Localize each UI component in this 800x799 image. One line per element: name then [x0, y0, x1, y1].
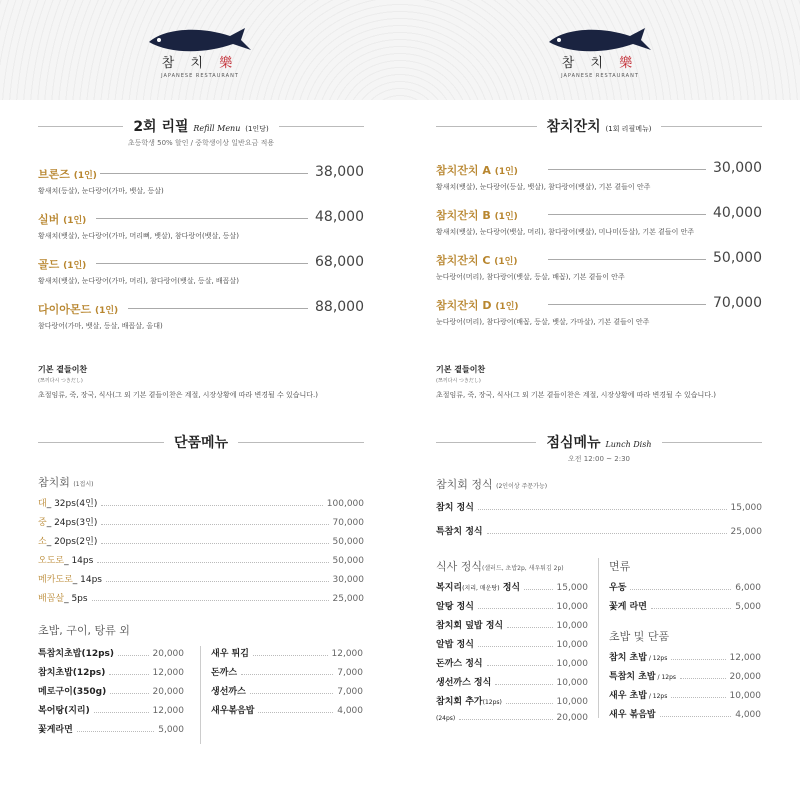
- row-spec: _ 14ps: [64, 556, 94, 566]
- row-name: [38, 703, 90, 716]
- row-name: [609, 650, 667, 663]
- row-name: [609, 580, 626, 593]
- row-name: [38, 646, 114, 659]
- row-name-text: 대: [38, 499, 47, 509]
- row-dots: [478, 646, 553, 647]
- row-name: [609, 599, 647, 612]
- row-dots: [671, 697, 725, 698]
- item-name: [436, 162, 518, 178]
- menu-row: [436, 599, 588, 618]
- row-price: 10,000: [556, 640, 588, 650]
- menu-row: [211, 703, 363, 722]
- row-spec: _ 14ps: [72, 575, 102, 585]
- row-price: 12,000: [152, 706, 184, 716]
- single-heading: 단품메뉴: [38, 432, 364, 450]
- course-section: [436, 116, 762, 334]
- menu-row: [38, 534, 364, 553]
- meal-list: [436, 580, 588, 732]
- item-rule: [548, 214, 706, 215]
- row-dots: [478, 509, 727, 510]
- row-price: 7,000: [337, 687, 363, 697]
- row-note: / 12ps: [646, 655, 668, 662]
- row-dots: [109, 674, 148, 675]
- row-price: 15,000: [556, 583, 588, 593]
- row-note: (지리, 매운탕): [462, 585, 500, 592]
- row-name: [38, 684, 106, 697]
- lunch-section: [436, 432, 762, 732]
- row-name-text: 돈까스: [211, 668, 238, 678]
- item-name-text: 참치잔치 A: [436, 164, 491, 177]
- row-dots: [106, 581, 329, 582]
- row-name-text: 참치초밥(12ps): [38, 668, 106, 678]
- row-price: 30,000: [332, 575, 364, 585]
- row-name: [609, 669, 676, 682]
- row-name-text: 새우 초밥: [609, 691, 647, 701]
- item-price: 48,000: [315, 209, 364, 225]
- item-price: 88,000: [315, 299, 364, 315]
- row-name-text: 참치회 덮밥 정식: [436, 621, 504, 631]
- row-name-text: 우동: [609, 583, 627, 593]
- etc-left-list: [38, 646, 190, 744]
- item-rule: [548, 259, 706, 260]
- row-name-text: 특참치 초밥: [609, 672, 656, 682]
- row-dots: [94, 712, 149, 713]
- item-name-text: 실버: [38, 213, 60, 226]
- item-unit: (1인): [94, 306, 119, 316]
- etc-heading: 초밥, 구이, 탕류 외: [38, 624, 130, 637]
- row-dots: [101, 524, 328, 525]
- menu-row: [609, 688, 761, 707]
- row-name: [436, 713, 455, 723]
- row-name-text: 특참치 정식: [436, 527, 483, 537]
- item-rule: [96, 263, 308, 264]
- row-name: [609, 688, 667, 701]
- row-name: [38, 591, 88, 604]
- menu-row: [436, 656, 588, 675]
- item-name: [436, 297, 519, 313]
- row-dots: [258, 712, 333, 713]
- row-dots: [487, 533, 727, 534]
- row-dots: [110, 693, 148, 694]
- basic-text: 초절임류, 죽, 장국, 식사(그 외 기본 곁들이찬은 계절, 시장상황에 따라 변경될 수 있습니다.): [38, 391, 318, 399]
- noodle-heading: 면류: [609, 560, 631, 573]
- row-name-text: 새우볶음밥: [211, 706, 255, 716]
- row-name-text: 메로구이(350g): [38, 687, 107, 697]
- row-price: 6,000: [735, 583, 761, 593]
- row-price: 4,000: [337, 706, 363, 716]
- menu-row: [609, 669, 761, 688]
- row-name: [436, 599, 474, 612]
- menu-row: [436, 675, 588, 694]
- item-price: 40,000: [713, 205, 762, 221]
- sashimi-heading: 참치회 (1접시): [38, 476, 94, 489]
- row-name-text: 꽃게 라면: [609, 602, 647, 612]
- row-name: [38, 722, 73, 735]
- row-price: 10,000: [556, 621, 588, 631]
- item-name: [38, 301, 118, 317]
- row-name: [211, 684, 246, 697]
- item-unit: (1인): [63, 261, 87, 271]
- row-name: [38, 515, 97, 528]
- row-name-text: 꽃게라면: [38, 725, 73, 735]
- item-name: [38, 256, 86, 272]
- header-pattern: [0, 0, 800, 100]
- item-name: [436, 207, 518, 223]
- tuna-logo-icon: [545, 22, 655, 56]
- item-price: 50,000: [713, 250, 762, 266]
- row-spec: _ 24ps(3인): [46, 518, 98, 528]
- row-dots: [250, 693, 333, 694]
- basic-jp: (쯔끼다시 つきだし): [436, 378, 481, 384]
- row-dots: [77, 731, 154, 732]
- item-name-text: 골드: [38, 258, 60, 271]
- row-price: 50,000: [332, 556, 364, 566]
- row-price: 15,000: [730, 503, 762, 513]
- row-name: [436, 580, 520, 593]
- row-name: [609, 707, 656, 720]
- row-note: / 12ps: [646, 693, 668, 700]
- price-item: [38, 248, 364, 293]
- set-heading: 참치회 정식 (2인이상 주문가능): [436, 478, 548, 491]
- single-section: [38, 432, 364, 744]
- row-name: [436, 637, 474, 650]
- row-name-text: 중: [38, 518, 47, 528]
- row-dots: [118, 655, 148, 656]
- row-name-text: 생선까스 정식: [436, 678, 492, 688]
- row-price: 50,000: [332, 537, 364, 547]
- row-price: 7,000: [337, 668, 363, 678]
- row-price: 20,000: [152, 687, 184, 697]
- item-rule: [548, 304, 706, 305]
- row-name: [38, 534, 97, 547]
- price-item: [38, 203, 364, 248]
- menu-row: [38, 684, 184, 703]
- basic-title: 기본 곁들이찬: [436, 365, 486, 374]
- row-price: 20,000: [556, 713, 588, 723]
- menu-row: [436, 694, 588, 713]
- price-item: [436, 154, 762, 199]
- row-price: 12,000: [152, 668, 184, 678]
- refill-heading: 2회 리필 Refill Menu (1인당): [38, 116, 364, 134]
- row-name-text: 알밥 정식: [436, 640, 474, 650]
- row-dots: [97, 562, 328, 563]
- noodle-list: [609, 580, 761, 618]
- row-name-text: 소: [38, 537, 47, 547]
- menu-row: [436, 524, 762, 548]
- row-dots: [253, 655, 328, 656]
- row-name-text: 메카도로: [38, 575, 73, 585]
- row-dots: [651, 608, 731, 609]
- row-name-text: 오도로: [38, 556, 65, 566]
- row-name: [211, 646, 249, 659]
- menu-row: [38, 665, 184, 684]
- item-name-text: 참치잔치 D: [436, 299, 492, 312]
- row-name-text: 참치 정식: [436, 503, 474, 513]
- row-name-text: 복어탕(지리): [38, 706, 90, 716]
- row-name-text: 참치회 추가: [436, 697, 483, 707]
- basic-text: 초절임류, 죽, 장국, 식사(그 외 기본 곁들이찬은 계절, 시장상황에 따라 변경될 수 있습니다.): [436, 391, 716, 399]
- item-name-text: 다이아몬드: [38, 303, 92, 316]
- row-price: 70,000: [332, 518, 364, 528]
- row-note: (12ps): [482, 699, 502, 706]
- basic-sides-left: [38, 364, 378, 400]
- row-dots: [478, 608, 553, 609]
- item-rule: [100, 173, 308, 174]
- meal-heading: 식사 정식(샐러드, 초밥2p, 새우튀김 2p): [436, 560, 564, 573]
- item-name: [436, 252, 517, 268]
- row-name: [211, 703, 254, 716]
- item-desc: 황새치(등살), 눈다랑어(가마, 뱃살, 등살): [38, 187, 164, 195]
- menu-row: [38, 703, 184, 722]
- lunch-heading: 점심메뉴 Lunch Dish: [436, 432, 762, 450]
- row-price: 10,000: [556, 678, 588, 688]
- menu-row: [436, 713, 588, 732]
- item-desc: 눈다랑어(머리), 참다랑어(배꼽, 등살, 뱃살, 가마살), 기본 곁들이 안주: [436, 318, 650, 326]
- row-name-text: 새우 볶음밥: [609, 710, 656, 720]
- item-rule: [548, 169, 706, 170]
- row-dots: [660, 716, 732, 717]
- item-desc: 황새치(뱃살), 눈다랑어(가마, 머리뼈, 뱃살), 참다랑어(뱃살, 등살): [38, 232, 239, 240]
- row-price: 20,000: [729, 672, 761, 682]
- basic-sides-right: [436, 364, 776, 400]
- item-unit: (1인): [494, 212, 518, 222]
- menu-row: [38, 496, 364, 515]
- row-price: 12,000: [729, 653, 761, 663]
- tuna-logo-icon: [145, 22, 255, 56]
- price-item: [38, 158, 364, 203]
- row-name: [436, 675, 491, 688]
- row-spec: _ 5ps: [64, 594, 88, 604]
- item-desc: 눈다랑어(머리), 참다랑어(뱃살, 등살, 배꼽), 기본 곁들이 안주: [436, 273, 625, 281]
- menu-row: [436, 637, 588, 656]
- item-unit: (1인): [63, 216, 87, 226]
- row-name-text: 복지리: [436, 583, 463, 593]
- row-note: / 12ps: [655, 674, 677, 681]
- menu-row: [609, 580, 761, 599]
- logo-right: 참 치 樂 JAPANESE RESTAURANT: [540, 22, 660, 79]
- item-price: 38,000: [315, 164, 364, 180]
- row-dots: [524, 589, 552, 590]
- set-list: [436, 500, 762, 548]
- refill-list: [38, 158, 364, 338]
- sashimi-list: [38, 496, 364, 610]
- item-desc: 황새치(뱃살), 눈다랑어(뱃살, 머리), 참다랑어(뱃살), 미나미(등살), 기본 곁들이 안주: [436, 228, 695, 236]
- item-desc: 참다랑어(가마, 뱃살, 등살, 배꼽살, 올대): [38, 322, 163, 330]
- menu-row: [609, 599, 761, 618]
- sushi-list: [609, 650, 761, 726]
- item-name-text: 참치잔치 C: [436, 254, 491, 267]
- row-price: 25,000: [730, 527, 762, 537]
- row-dots: [92, 600, 329, 601]
- row-dots: [495, 684, 552, 685]
- item-unit: (1인): [495, 302, 519, 312]
- menu-row: [38, 553, 364, 572]
- row-price: 12,000: [331, 649, 363, 659]
- row-name: [211, 665, 237, 678]
- row-name: [38, 572, 102, 585]
- row-dots: [507, 627, 552, 628]
- row-name-text: 배꼽살: [38, 594, 65, 604]
- row-price: 10,000: [556, 602, 588, 612]
- row-name: [38, 553, 93, 566]
- row-price: 5,000: [158, 725, 184, 735]
- row-name: [436, 524, 483, 537]
- row-price: 20,000: [152, 649, 184, 659]
- menu-row: [38, 572, 364, 591]
- row-dots: [680, 678, 725, 679]
- item-name: [38, 211, 86, 227]
- etc-right-list: [211, 646, 363, 744]
- item-unit: (1인): [494, 167, 518, 177]
- logo-left: 참 치 樂 JAPANESE RESTAURANT: [140, 22, 260, 79]
- row-dots: [241, 674, 333, 675]
- menu-row: [38, 591, 364, 610]
- row-note: (24ps): [436, 715, 456, 722]
- item-unit: (1인): [73, 171, 97, 181]
- course-list: [436, 154, 762, 334]
- item-desc: 황새치(뱃살), 눈다랑어(가마, 머리), 참다랑어(뱃살, 등살, 배꼽살): [38, 277, 239, 285]
- row-name: [436, 694, 502, 707]
- item-unit: (1인): [494, 257, 518, 267]
- row-name-text: 참치 초밥: [609, 653, 647, 663]
- basic-jp: (쯔끼다시 つきだし): [38, 378, 83, 384]
- row-dots: [506, 703, 553, 704]
- refill-section: [38, 116, 364, 338]
- item-name: [38, 166, 97, 182]
- item-rule: [96, 218, 308, 219]
- item-rule: [128, 308, 308, 309]
- row-dots: [459, 719, 552, 720]
- row-name: [38, 496, 97, 509]
- menu-row: [38, 515, 364, 534]
- lunch-time: 오전 12:00 ~ 2:30: [568, 455, 630, 463]
- row-name: [38, 665, 105, 678]
- row-name: [436, 618, 503, 631]
- menu-row: [211, 646, 363, 665]
- row-spec: _ 20ps(2인): [46, 537, 98, 547]
- row-suffix: 정식: [499, 583, 521, 593]
- row-price: 100,000: [326, 499, 364, 509]
- row-name: [436, 500, 474, 513]
- menu-row: [609, 707, 761, 726]
- item-name-text: 참치잔치 B: [436, 209, 491, 222]
- price-item: [436, 199, 762, 244]
- menu-row: [436, 500, 762, 524]
- row-price: 5,000: [735, 602, 761, 612]
- row-dots: [101, 505, 322, 506]
- row-name-text: 특참치초밥(12ps): [38, 649, 115, 659]
- row-name-text: 돈까스 정식: [436, 659, 483, 669]
- row-price: 10,000: [556, 659, 588, 669]
- row-spec: _ 32ps(4인): [46, 499, 98, 509]
- menu-row: [211, 665, 363, 684]
- row-dots: [630, 589, 731, 590]
- refill-note: 초등학생 50% 할인 / 중학생이상 일반요금 적용: [127, 139, 275, 147]
- row-name-text: 생선까스: [211, 687, 246, 697]
- row-price: 4,000: [735, 710, 761, 720]
- menu-row: [436, 618, 588, 637]
- item-price: 70,000: [713, 295, 762, 311]
- menu-row: [38, 646, 184, 665]
- row-dots: [487, 665, 553, 666]
- row-name-text: 새우 튀김: [211, 649, 249, 659]
- price-item: [436, 289, 762, 334]
- price-item: [38, 293, 364, 338]
- row-dots: [101, 543, 328, 544]
- price-item: [436, 244, 762, 289]
- menu-row: [436, 580, 588, 599]
- item-desc: 황새치(뱃살), 눈다랑어(등살, 뱃살), 참다랑어(뱃살), 기본 곁들이 안주: [436, 183, 651, 191]
- item-price: 30,000: [713, 160, 762, 176]
- menu-row: [211, 684, 363, 703]
- sushi-heading: 초밥 및 단품: [609, 630, 670, 643]
- row-name: [436, 656, 483, 669]
- menu-row: [38, 722, 184, 741]
- course-heading: 참치잔치 (1회 리필메뉴): [436, 116, 762, 134]
- item-price: 68,000: [315, 254, 364, 270]
- item-name-text: 브론즈: [38, 168, 70, 181]
- row-name-text: 알탕 정식: [436, 602, 474, 612]
- basic-title: 기본 곁들이찬: [38, 365, 88, 374]
- menu-row: [609, 650, 761, 669]
- row-dots: [671, 659, 725, 660]
- row-price: 10,000: [556, 697, 588, 707]
- row-price: 10,000: [729, 691, 761, 701]
- row-price: 25,000: [332, 594, 364, 604]
